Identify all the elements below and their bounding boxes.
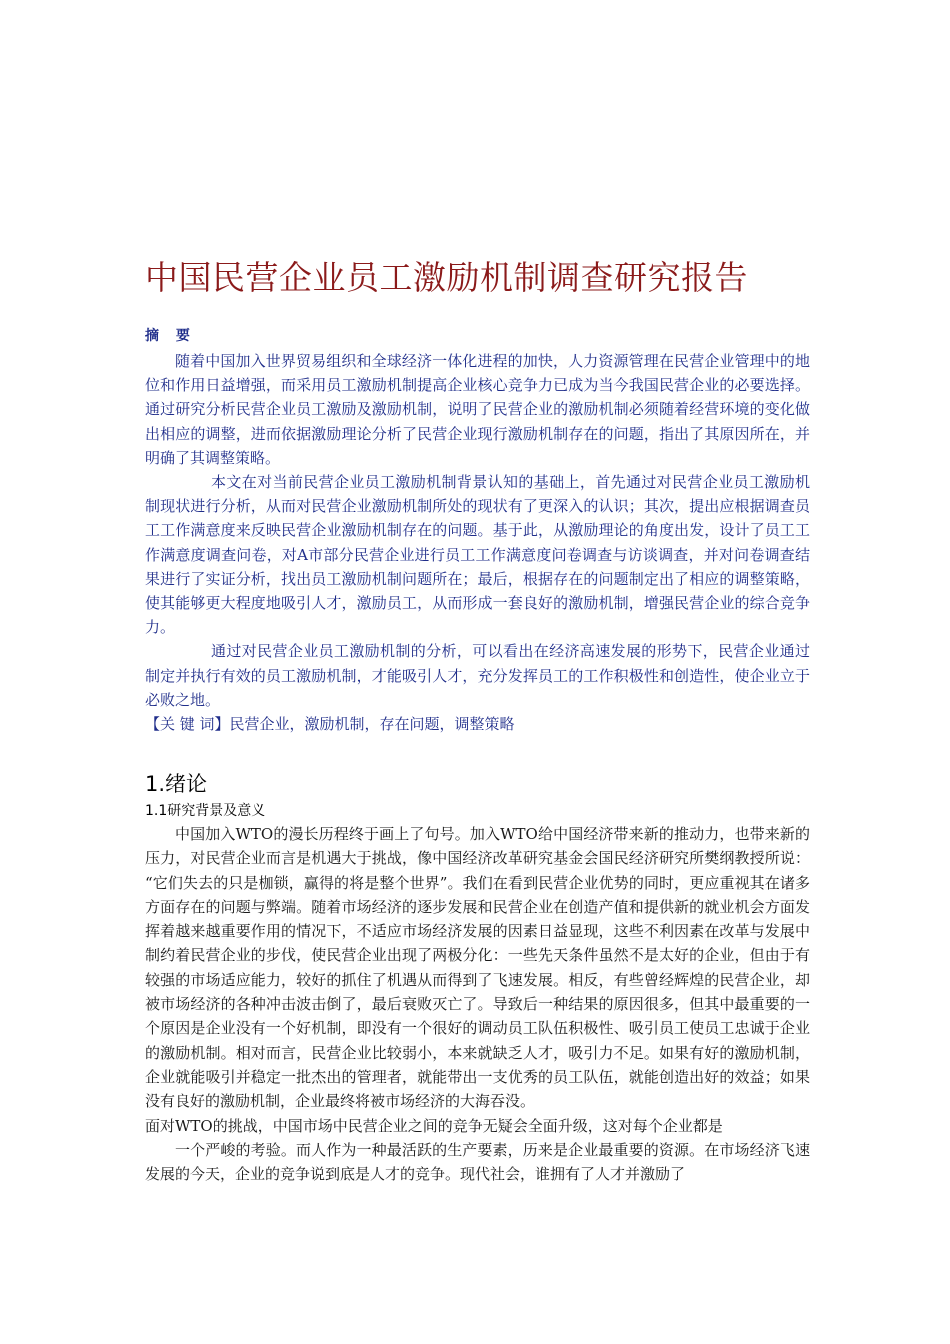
document-title: 中国民营企业员工激励机制调查研究报告 xyxy=(145,258,748,297)
body-paragraph-2: 面对WTO的挑战，中国市场中民营企业之间的竞争无疑会全面升级，这对每个企业都是 xyxy=(145,1116,723,1135)
section-heading: 1.绪论 xyxy=(145,772,208,796)
body-paragraph-3: 一个严峻的考验。而人作为一种最活跃的生产要素，历来是企业最重要的资源。在市场经济飞速发展的今天，企业的竞争说到底是人才的竞争。现代社会，谁拥有了人才并激励了 xyxy=(145,1140,810,1184)
subsection-heading: 1.1研究背景及意义 xyxy=(145,803,266,819)
abstract-heading: 摘 要 xyxy=(145,328,196,344)
abstract-section xyxy=(145,325,810,736)
abstract-keywords: 【关 键 词】民营企业，激励机制，存在问题，调整策略 xyxy=(145,715,515,734)
abstract-paragraph-2: 本文在对当前民营企业员工激励机制背景认知的基础上，首先通过对民营企业员工激励机制现状进行分析，从而对民营企业激励机制所处的现状有了更深入的认识；其次，提出应根据调查员工工作满意度来反映民营企业激励机制存在的问题。基于此，从激励理论的角度出发，设计了员工工作满意度调查问卷，对A市部分民营企业进行员工工作满意度问卷调查与访谈调查，并对问卷调查结果进行了实证分析，找出员工激励机制问题所在；最后，根据存在的问题制定出了相应的调整策略，使其能够更大程度地吸引人才，激励员工，从而形成一套良好的激励机制，增强民营企业的综合竞争力。 xyxy=(145,473,810,637)
section-introduction xyxy=(145,768,810,1186)
abstract-paragraph-3: 通过对民营企业员工激励机制的分析，可以看出在经济高速发展的形势下，民营企业通过制定并执行有效的员工激励机制，才能吸引人才，充分发挥员工的工作积极性和创造性，使企业立于必败之地。 xyxy=(145,642,810,709)
abstract-paragraph-1: 随着中国加入世界贸易组织和全球经济一体化进程的加快，人力资源管理在民营企业管理中的地位和作用日益增强，而采用员工激励机制提高企业核心竞争力已成为当今我国民营企业的必要选择。通过研究分析民营企业员工激励及激励机制，说明了民营企业的激励机制必须随着经营环境的变化做出相应的调整，进而依据激励理论分析了民营企业现行激励机制存在的问题，指出了其原因所在，并明确了其调整策略。 xyxy=(145,352,810,467)
body-paragraph-1: 中国加入WTO的漫长历程终于画上了句号。加入WTO给中国经济带来新的推动力，也带来新的压力，对民营企业而言是机遇大于挑战，像中国经济改革研究基金会国民经济研究所樊纲教授所说： “它们失去的只是枷锁，赢得的将是整个世界”。我们在看到民营企业优势的同时，更应重视其在诸多方面存在的问题与弊端。随着市场经济的逐步发展和民营企业在创造产值和提供新的就业机会方面发挥着越来越重要作用的情况下，不适应市场经济发展的因素日益显现，这些不利因素在改革与发展中制约着民营企业的步伐，使民营企业出现了两极分化：一些先天条件虽然不是太好的企业，但由于有较强的市场适应能力，较好的抓住了机遇从而得到了飞速发展。相反，有些曾经辉煌的民营企业，却被市场经济的各种冲击波击倒了，最后衰败灭亡了。导致后一种结果的原因很多，但其中最重要的一个原因是企业没有一个好机制，即没有一个很好的调动员工队伍积极性、吸引员工使员工忠诚于企业的激励机制。相对而言，民营企业比较弱小，本来就缺乏人才，吸引力不足。如果有好的激励机制，企业就能吸引并稳定一批杰出的管理者，就能带出一支优秀的员工队伍，就能创造出好的效益；如果没有良好的激励机制，企业最终将被市场经济的大海吞没。 xyxy=(145,825,810,1111)
